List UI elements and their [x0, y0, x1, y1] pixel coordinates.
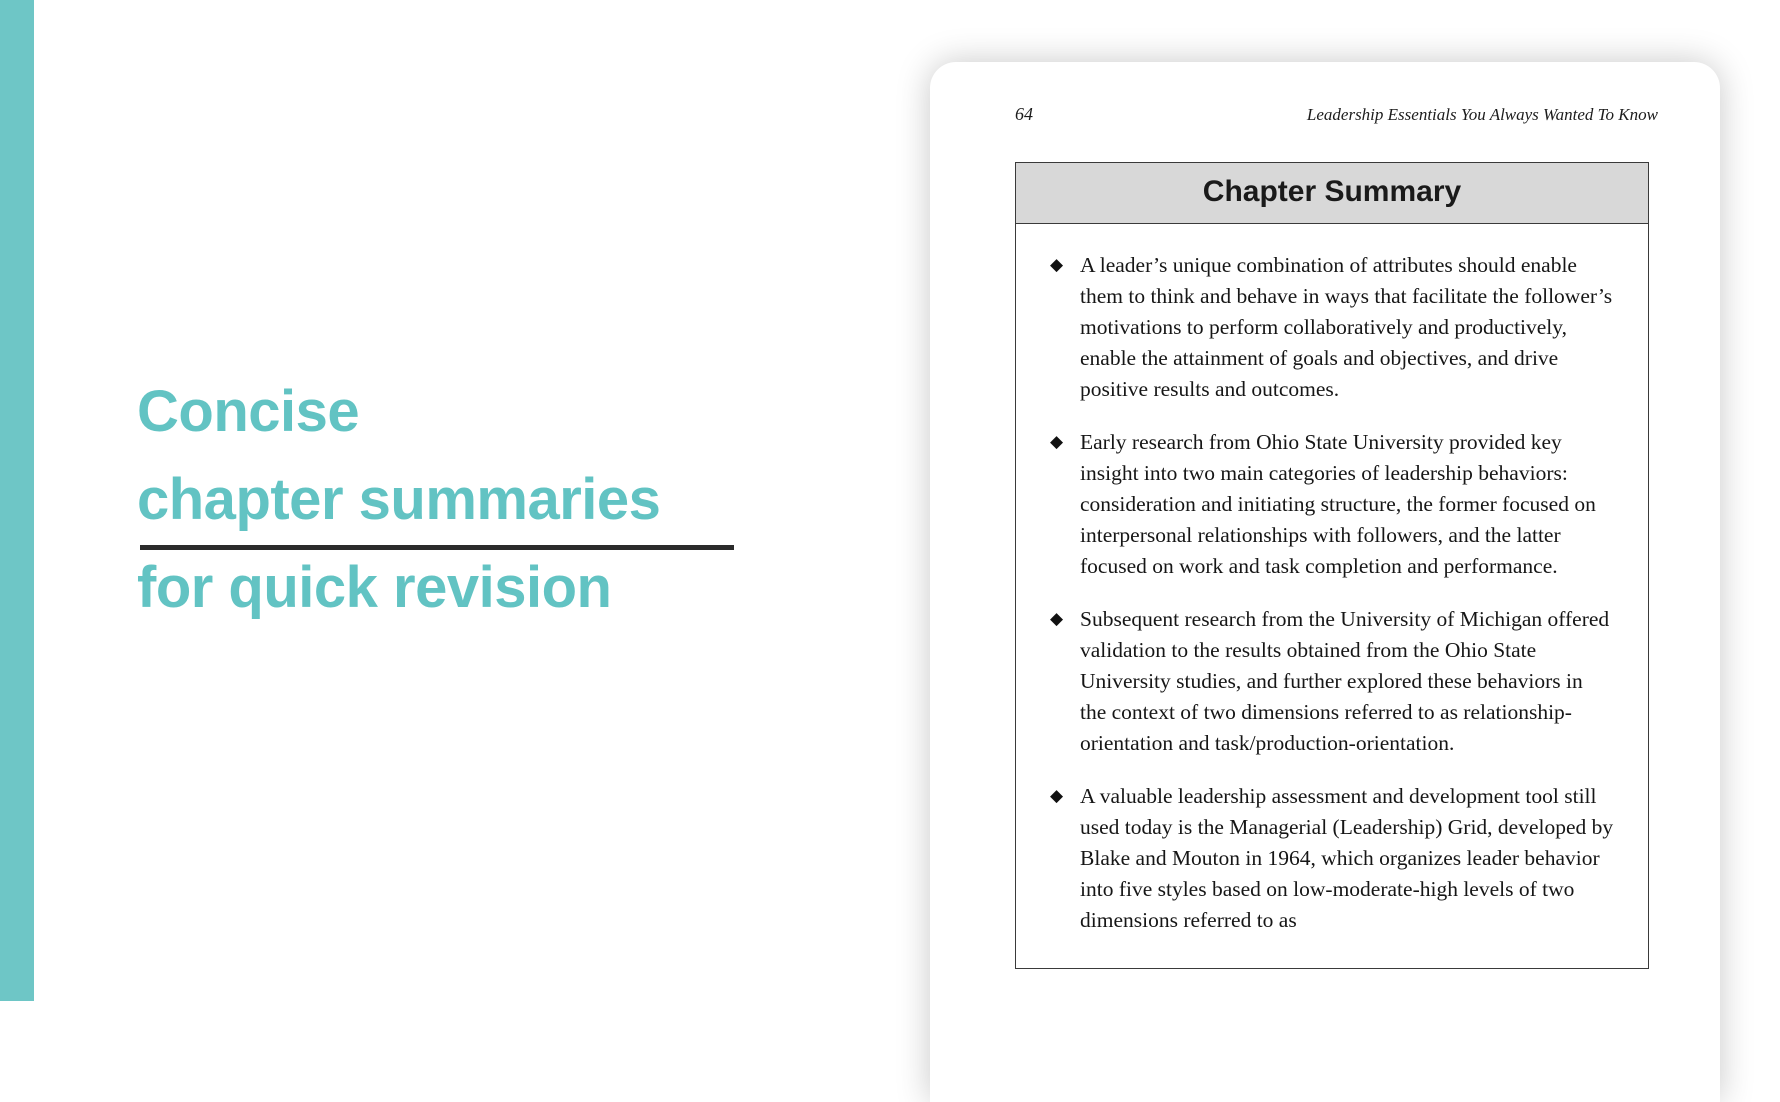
- promo-divider-rule: [140, 545, 734, 550]
- diamond-bullet-icon: ◆: [1050, 432, 1064, 452]
- list-item: [1050, 604, 1614, 759]
- book-page: [930, 62, 1720, 1102]
- list-item-text: A valuable leadership assessment and development tool still used today is the Managerial (Leadership) Grid, developed by Blake and Mouton in 1964, which organizes leader behavior into five styles based on low-moderate-high levels of two dimensions referred to as: [1080, 784, 1614, 932]
- promo-headline: [137, 368, 777, 632]
- left-accent-bar: [0, 0, 34, 1001]
- diamond-bullet-icon: ◆: [1050, 609, 1064, 629]
- list-item-text: Early research from Ohio State University provided key insight into two main categories of leadership behaviors: consideration and initiating structure, the former focused on interpersonal relationships with followers, and the latter focused on work and task completion and performance.: [1080, 430, 1596, 578]
- list-item: [1050, 250, 1614, 405]
- running-head-title: Leadership Essentials You Always Wanted To Know: [1306, 105, 1658, 124]
- list-item-text: Subsequent research from the University of Michigan offered validation to the results obtained from the Ohio State University studies, and further explored these behaviors in the context of two dimensions referred to as relationship-orientation and task/production-orientation.: [1080, 607, 1610, 755]
- chapter-summary-title: Chapter Summary: [1202, 175, 1462, 208]
- list-item: [1050, 427, 1614, 582]
- chapter-summary-box: [1015, 162, 1649, 969]
- promo-line-2: chapter summaries: [137, 467, 661, 532]
- book-page-mock: [930, 62, 1720, 1102]
- list-item: [1050, 781, 1614, 936]
- chapter-summary-body: [1016, 224, 1648, 968]
- page-running-head: [1015, 104, 1658, 125]
- promo-line-3: for quick revision: [137, 555, 612, 620]
- chapter-summary-header: [1016, 163, 1648, 224]
- diamond-bullet-icon: ◆: [1050, 786, 1064, 806]
- page-number: 64: [1015, 104, 1033, 124]
- diamond-bullet-icon: ◆: [1050, 255, 1064, 275]
- promo-line-1: Concise: [137, 379, 360, 444]
- list-item-text: A leader’s unique combination of attributes should enable them to think and behave in ways that facilitate the follower’s motivations to perform collaboratively and productively, enable the attainment of goals and objectives, and drive positive results and outcomes.: [1080, 253, 1613, 401]
